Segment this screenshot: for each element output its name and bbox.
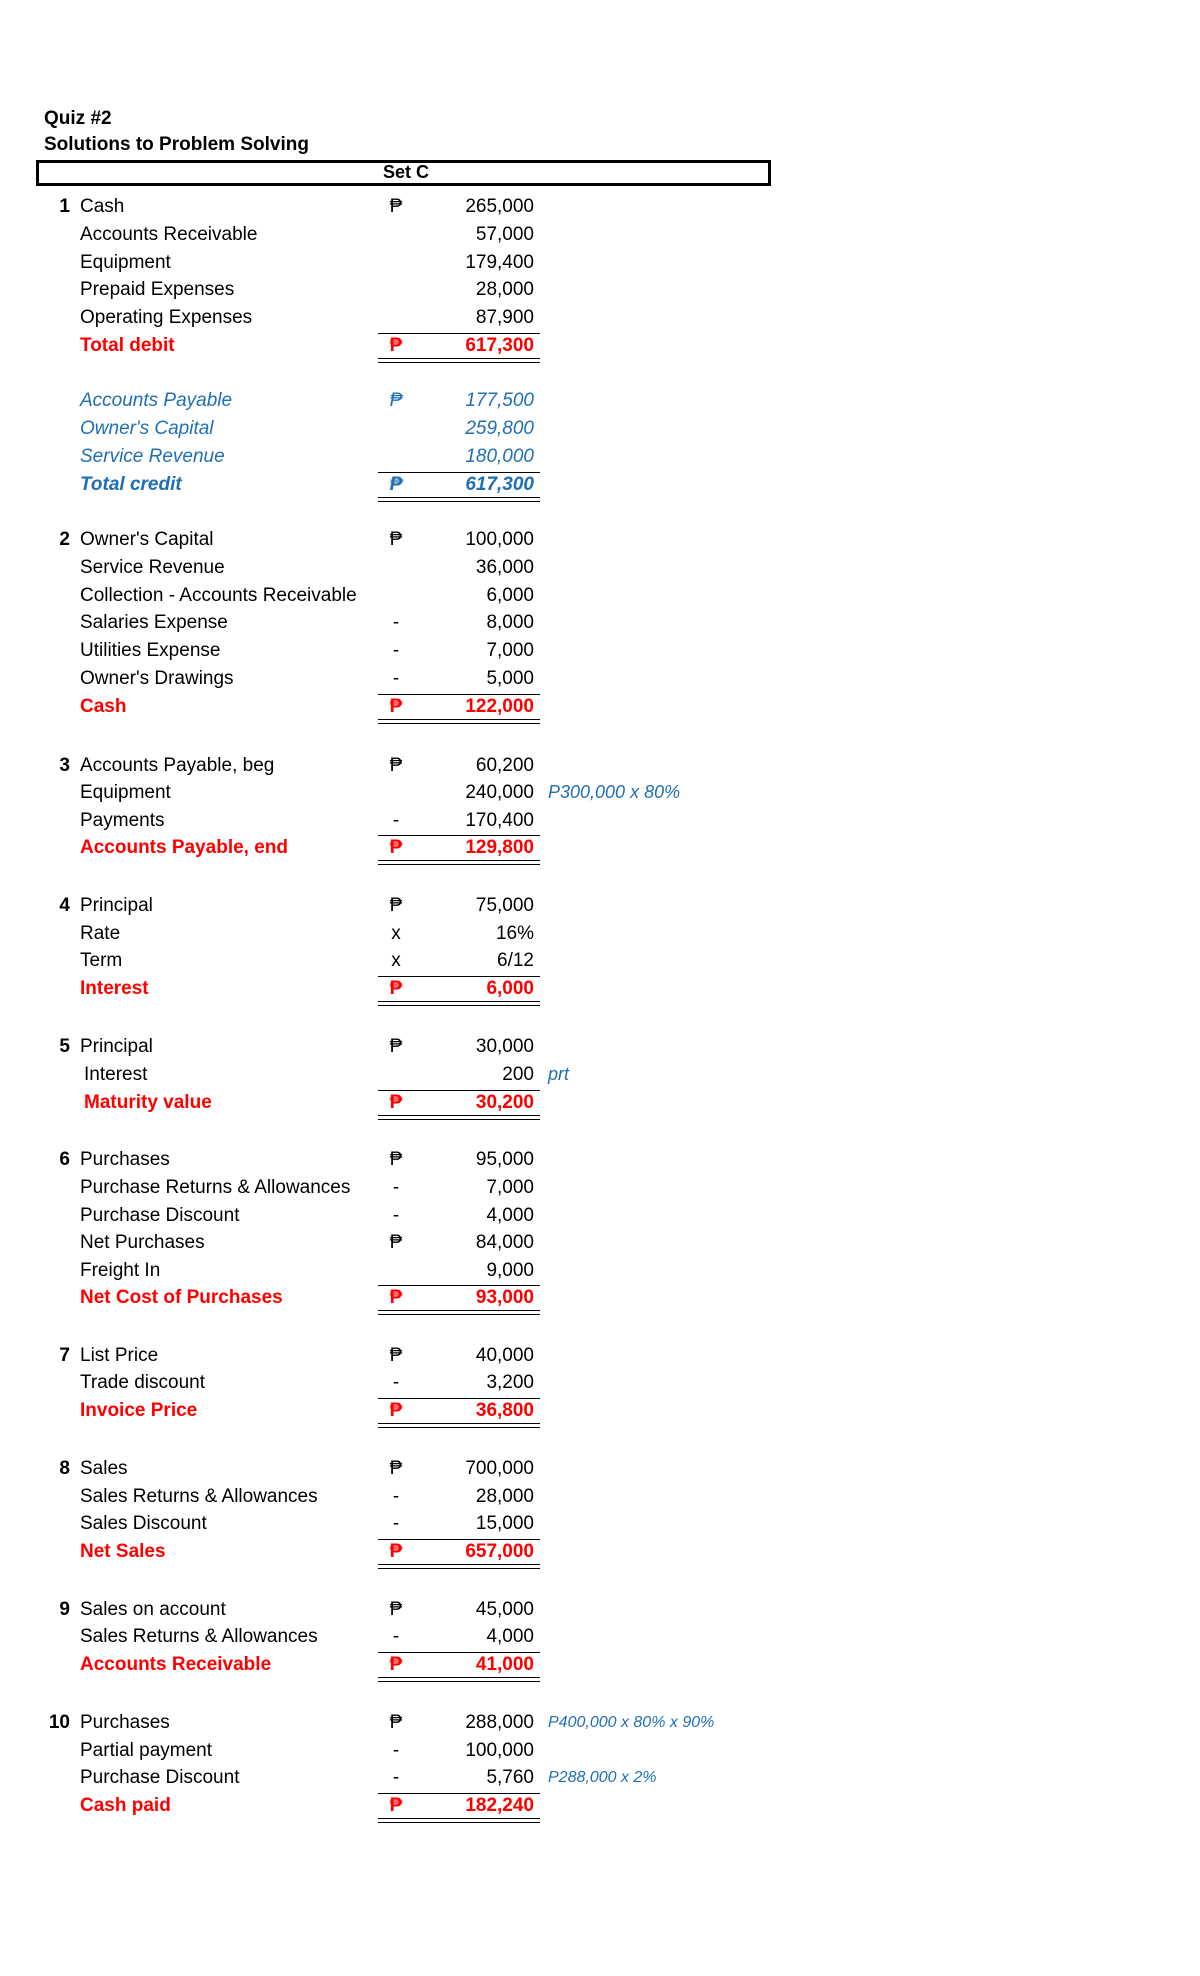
row-label: Accounts Receivable — [80, 224, 258, 245]
row-label: Freight In — [80, 1260, 161, 1281]
total-double-rule — [378, 1001, 540, 1006]
sum-rule — [378, 1539, 540, 1540]
currency-sign: - — [392, 1486, 400, 1507]
sum-rule — [378, 1793, 540, 1794]
currency-sign: - — [392, 640, 400, 661]
row-amount: 28,000 — [475, 279, 534, 300]
currency-sign: ₱ — [389, 196, 403, 217]
table-row — [0, 415, 1200, 442]
computation-note: P288,000 x 2% — [548, 1769, 657, 1786]
problem-number: 9 — [59, 1599, 70, 1620]
row-amount: 6,000 — [486, 585, 534, 606]
table-row — [0, 1538, 1200, 1565]
row-amount: 6,000 — [486, 978, 534, 999]
total-double-rule — [378, 860, 540, 865]
row-label: Salaries Expense — [80, 612, 228, 633]
table-row — [0, 1174, 1200, 1201]
total-double-rule — [378, 1818, 540, 1823]
row-amount: 259,800 — [465, 418, 534, 439]
row-label: Service Revenue — [80, 446, 225, 467]
row-label: Utilities Expense — [80, 640, 221, 661]
table-row — [0, 665, 1200, 692]
page-subtitle: Solutions to Problem Solving — [44, 134, 309, 155]
row-amount: 30,000 — [475, 1036, 534, 1057]
currency-sign: - — [392, 1626, 400, 1647]
page-title: Quiz #2 — [44, 108, 112, 129]
row-label: List Price — [80, 1345, 159, 1366]
sum-rule — [378, 1285, 540, 1286]
table-row — [0, 1510, 1200, 1537]
row-amount: 4,000 — [486, 1626, 534, 1647]
currency-sign: x — [391, 923, 401, 944]
row-label: Net Purchases — [80, 1232, 205, 1253]
computation-note: P400,000 x 80% x 90% — [548, 1714, 715, 1731]
row-amount: 288,000 — [465, 1712, 534, 1733]
currency-sign: ₱ — [389, 1400, 403, 1421]
row-amount: 100,000 — [465, 529, 534, 550]
row-label: Net Cost of Purchases — [80, 1287, 283, 1308]
currency-sign: ₱ — [389, 1149, 403, 1170]
row-label: Invoice Price — [80, 1400, 198, 1421]
currency-sign: ₱ — [389, 1092, 403, 1113]
currency-sign: - — [392, 810, 400, 831]
table-row — [0, 221, 1200, 248]
row-label: Sales — [80, 1458, 128, 1479]
sum-rule — [378, 333, 540, 334]
row-amount: 100,000 — [465, 1740, 534, 1761]
table-row — [0, 1792, 1200, 1819]
row-amount: 87,900 — [475, 307, 534, 328]
row-label: Maturity value — [84, 1092, 212, 1113]
row-label: Purchases — [80, 1712, 170, 1733]
row-amount: 40,000 — [475, 1345, 534, 1366]
table-row — [0, 443, 1200, 470]
row-label: Accounts Payable — [80, 390, 233, 411]
row-label: Total debit — [80, 335, 175, 356]
row-amount: 3,200 — [486, 1372, 534, 1393]
row-label: Accounts Payable, beg — [80, 755, 275, 776]
currency-sign: ₱ — [389, 696, 403, 717]
row-label: Collection - Accounts Receivable — [80, 585, 357, 606]
sum-rule — [378, 1652, 540, 1653]
currency-sign: - — [392, 1513, 400, 1534]
table-row — [0, 1651, 1200, 1678]
currency-sign: ₱ — [389, 390, 403, 411]
row-label: Principal — [80, 1036, 153, 1057]
sum-rule — [378, 472, 540, 473]
table-row — [0, 1483, 1200, 1510]
table-row — [0, 471, 1200, 498]
total-double-rule — [378, 497, 540, 502]
currency-sign: - — [392, 1767, 400, 1788]
table-row — [0, 920, 1200, 947]
table-row — [0, 276, 1200, 303]
row-label: Owner's Capital — [80, 418, 214, 439]
row-label: Accounts Receivable — [80, 1654, 272, 1675]
row-amount: 8,000 — [486, 612, 534, 633]
currency-sign: ₱ — [389, 1795, 403, 1816]
currency-sign: - — [392, 612, 400, 633]
row-amount: 84,000 — [475, 1232, 534, 1253]
currency-sign: ₱ — [389, 1712, 403, 1733]
table-row — [0, 637, 1200, 664]
row-amount: 95,000 — [475, 1149, 534, 1170]
row-label: Purchases — [80, 1149, 170, 1170]
table-row — [0, 582, 1200, 609]
sum-rule — [378, 976, 540, 977]
set-label: Set C — [383, 162, 430, 182]
row-label: Sales Discount — [80, 1513, 207, 1534]
table-row — [0, 752, 1200, 779]
currency-sign: ₱ — [389, 837, 403, 858]
currency-sign: ₱ — [389, 1036, 403, 1057]
total-double-rule — [378, 719, 540, 724]
currency-sign: ₱ — [389, 529, 403, 550]
row-amount: 657,000 — [465, 1541, 534, 1562]
problem-number: 2 — [59, 529, 70, 550]
row-amount: 180,000 — [465, 446, 534, 467]
table-row — [0, 1397, 1200, 1424]
total-double-rule — [378, 1115, 540, 1120]
row-amount: 57,000 — [475, 224, 534, 245]
row-label: Net Sales — [80, 1541, 166, 1562]
row-label: Prepaid Expenses — [80, 279, 235, 300]
table-row — [0, 807, 1200, 834]
table-row — [0, 332, 1200, 359]
row-amount: 30,200 — [475, 1092, 534, 1113]
table-row — [0, 975, 1200, 1002]
row-amount: 93,000 — [475, 1287, 534, 1308]
row-label: Cash — [80, 696, 127, 717]
row-amount: 7,000 — [486, 1177, 534, 1198]
total-double-rule — [378, 358, 540, 363]
table-row — [0, 1737, 1200, 1764]
problem-number: 7 — [59, 1345, 70, 1366]
currency-sign: - — [392, 1205, 400, 1226]
row-amount: 16% — [495, 923, 534, 944]
row-label: Accounts Payable, end — [80, 837, 289, 858]
row-amount: 182,240 — [465, 1795, 534, 1816]
problem-number: 3 — [59, 755, 70, 776]
row-label: Interest — [84, 1064, 148, 1085]
table-row — [0, 1202, 1200, 1229]
row-amount: 170,400 — [465, 810, 534, 831]
currency-sign: ₱ — [389, 335, 403, 356]
currency-sign: ₱ — [389, 1654, 403, 1675]
row-amount: 9,000 — [486, 1260, 534, 1281]
table-row — [0, 1709, 1200, 1736]
row-label: Cash paid — [80, 1795, 171, 1816]
row-label: Principal — [80, 895, 153, 916]
currency-sign: ₱ — [389, 1599, 403, 1620]
row-amount: 15,000 — [475, 1513, 534, 1534]
currency-sign: - — [392, 1740, 400, 1761]
row-label: Total credit — [80, 474, 182, 495]
row-label: Owner's Capital — [80, 529, 214, 550]
table-row — [0, 947, 1200, 974]
row-label: Purchase Returns & Allowances — [80, 1177, 351, 1198]
table-row — [0, 1596, 1200, 1623]
computation-note: prt — [548, 1064, 570, 1084]
currency-sign: ₱ — [389, 474, 403, 495]
total-double-rule — [378, 1310, 540, 1315]
row-amount: 617,300 — [465, 335, 534, 356]
table-row — [0, 1764, 1200, 1791]
problem-number: 6 — [59, 1149, 70, 1170]
currency-sign: ₱ — [389, 978, 403, 999]
table-row — [0, 193, 1200, 220]
total-double-rule — [378, 1423, 540, 1428]
table-row — [0, 1146, 1200, 1173]
table-row — [0, 834, 1200, 861]
row-label: Service Revenue — [80, 557, 225, 578]
row-amount: 41,000 — [475, 1654, 534, 1675]
table-row — [0, 1089, 1200, 1116]
row-label: Rate — [80, 923, 121, 944]
table-row — [0, 249, 1200, 276]
sum-rule — [378, 694, 540, 695]
problem-number: 1 — [59, 196, 70, 217]
row-amount: 5,000 — [486, 668, 534, 689]
table-row — [0, 304, 1200, 331]
row-amount: 700,000 — [465, 1458, 534, 1479]
row-amount: 60,200 — [475, 755, 534, 776]
currency-sign: ₱ — [389, 1232, 403, 1253]
row-label: Purchase Discount — [80, 1767, 240, 1788]
row-label: Purchase Discount — [80, 1205, 240, 1226]
currency-sign: ₱ — [389, 1287, 403, 1308]
row-amount: 4,000 — [486, 1205, 534, 1226]
row-amount: 36,000 — [475, 557, 534, 578]
row-amount: 122,000 — [465, 696, 534, 717]
currency-sign: - — [392, 1372, 400, 1393]
row-label: Term — [80, 950, 123, 971]
table-row — [0, 1623, 1200, 1650]
currency-sign: - — [392, 668, 400, 689]
table-row — [0, 1342, 1200, 1369]
row-amount: 28,000 — [475, 1486, 534, 1507]
table-row — [0, 526, 1200, 553]
table-row — [0, 609, 1200, 636]
row-amount: 179,400 — [465, 252, 534, 273]
row-amount: 129,800 — [465, 837, 534, 858]
row-label: Equipment — [80, 782, 171, 803]
table-row — [0, 779, 1200, 806]
row-amount: 75,000 — [475, 895, 534, 916]
table-row — [0, 387, 1200, 414]
currency-sign: ₱ — [389, 1458, 403, 1479]
table-row — [0, 693, 1200, 720]
computation-note: P300,000 x 80% — [548, 782, 681, 802]
sum-rule — [378, 1398, 540, 1399]
row-amount: 6/12 — [497, 950, 534, 971]
row-label: Operating Expenses — [80, 307, 253, 328]
table-row — [0, 892, 1200, 919]
table-row — [0, 1061, 1200, 1088]
row-label: Interest — [80, 978, 149, 999]
currency-sign: ₱ — [389, 755, 403, 776]
table-row — [0, 554, 1200, 581]
row-amount: 177,500 — [465, 390, 534, 411]
row-label: Trade discount — [80, 1372, 205, 1393]
currency-sign: ₱ — [389, 1345, 403, 1366]
problem-number: 4 — [59, 895, 70, 916]
row-label: Payments — [80, 810, 165, 831]
row-amount: 36,800 — [475, 1400, 534, 1421]
row-label: Cash — [80, 196, 125, 217]
problem-number: 10 — [48, 1712, 70, 1733]
sum-rule — [378, 835, 540, 836]
row-label: Equipment — [80, 252, 171, 273]
table-row — [0, 1369, 1200, 1396]
currency-sign: ₱ — [389, 1541, 403, 1562]
table-row — [0, 1257, 1200, 1284]
total-double-rule — [378, 1677, 540, 1682]
row-label: Sales Returns & Allowances — [80, 1626, 318, 1647]
row-amount: 7,000 — [486, 640, 534, 661]
row-label: Sales on account — [80, 1599, 226, 1620]
row-label: Owner's Drawings — [80, 668, 234, 689]
table-row — [0, 1284, 1200, 1311]
row-amount: 617,300 — [465, 474, 534, 495]
problem-number: 8 — [59, 1458, 70, 1479]
row-amount: 240,000 — [465, 782, 534, 803]
row-amount: 200 — [502, 1064, 534, 1085]
problem-number: 5 — [59, 1036, 70, 1057]
row-label: Sales Returns & Allowances — [80, 1486, 318, 1507]
row-amount: 5,760 — [486, 1767, 534, 1788]
row-amount: 45,000 — [475, 1599, 534, 1620]
table-row — [0, 1229, 1200, 1256]
total-double-rule — [378, 1564, 540, 1569]
currency-sign: x — [391, 950, 401, 971]
currency-sign: - — [392, 1177, 400, 1198]
row-label: Partial payment — [80, 1740, 213, 1761]
table-row — [0, 1033, 1200, 1060]
sum-rule — [378, 1090, 540, 1091]
row-amount: 265,000 — [465, 196, 534, 217]
currency-sign: ₱ — [389, 895, 403, 916]
table-row — [0, 1455, 1200, 1482]
